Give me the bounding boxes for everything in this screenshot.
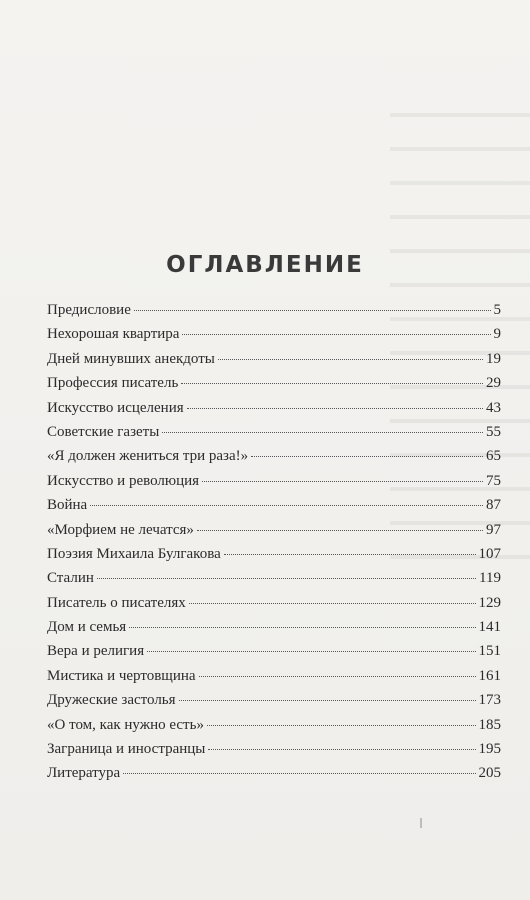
toc-dot-leader: [199, 676, 476, 677]
toc-entry-label: Предисловие: [47, 302, 131, 318]
toc-entry-page: 5: [493, 302, 501, 318]
toc-dot-leader: [189, 603, 476, 604]
toc-entry: [47, 322, 501, 346]
toc-entry: [47, 469, 501, 493]
toc-entry-label: Нехорошая квартира: [47, 326, 180, 343]
toc-entry: [47, 639, 501, 663]
toc-dot-leader: [97, 578, 476, 579]
toc-entry: [47, 591, 501, 615]
toc-entry: [47, 542, 501, 566]
toc-dot-leader: [224, 554, 476, 555]
toc-dot-leader: [162, 432, 483, 433]
toc-dot-leader: [123, 773, 475, 774]
toc-entry-page: 129: [478, 594, 501, 611]
toc-entry-label: Заграница и иностранцы: [47, 741, 206, 758]
toc-entry: [47, 444, 501, 468]
toc-dot-leader: [197, 530, 483, 531]
toc-dot-leader: [202, 481, 483, 482]
toc-entry-page: 87: [486, 497, 501, 514]
toc-dot-leader: [129, 627, 475, 628]
toc-entry: [47, 688, 501, 712]
toc-dot-leader: [147, 651, 475, 652]
toc-dot-leader: [251, 456, 483, 457]
toc-entry-label: Мистика и чертовщина: [47, 667, 196, 684]
toc-dot-leader: [90, 505, 483, 506]
toc-entry-page: 75: [486, 472, 501, 489]
toc-entry-page: 195: [478, 741, 501, 758]
toc-entry: [47, 713, 501, 737]
toc-entry: [47, 396, 501, 420]
toc-entry-page: 29: [486, 375, 501, 392]
toc-entry-page: 19: [486, 350, 501, 367]
table-of-contents: [47, 298, 501, 786]
toc-entry-label: Искусство исцеления: [47, 399, 184, 416]
toc-entry: [47, 298, 501, 322]
toc-entry-page: 141: [478, 619, 501, 636]
paper-mark: [420, 818, 422, 828]
toc-dot-leader: [207, 725, 476, 726]
toc-entry-label: Сталин: [47, 570, 94, 587]
toc-dot-leader: [179, 700, 476, 701]
toc-entry-label: «Морфием не лечатся»: [47, 521, 194, 538]
toc-entry-page: 107: [478, 545, 501, 562]
toc-entry-page: 9: [493, 326, 501, 343]
toc-dot-leader: [208, 749, 475, 750]
toc-dot-leader: [218, 359, 483, 360]
toc-entry-label: Дом и семья: [47, 619, 127, 636]
toc-entry: [47, 737, 501, 761]
toc-entry: [47, 347, 501, 371]
toc-entry-label: Искусство и революция: [47, 472, 200, 489]
toc-entry-page: 185: [478, 716, 501, 733]
toc-entry: [47, 664, 501, 688]
toc-entry: [47, 420, 501, 444]
toc-entry-page: 65: [486, 448, 501, 465]
toc-entry-page: 119: [479, 570, 501, 587]
toc-entry-page: 151: [478, 643, 501, 660]
toc-entry: [47, 371, 501, 395]
toc-dot-leader: [181, 383, 483, 384]
toc-entry-page: 161: [478, 667, 501, 684]
toc-entry-label: «Я должен жениться три раза!»: [47, 448, 249, 465]
toc-entry-label: Дней минувших анекдоты: [47, 350, 215, 367]
toc-entry-label: Профессия писатель: [47, 375, 179, 392]
toc-dot-leader: [187, 408, 483, 409]
toc-dot-leader: [134, 310, 491, 311]
toc-entry-label: Советские газеты: [47, 423, 160, 440]
toc-entry-label: Война: [47, 497, 88, 514]
toc-entry: [47, 518, 501, 542]
toc-entry-label: Литература: [47, 765, 121, 782]
toc-entry-page: 55: [486, 423, 501, 440]
toc-entry: [47, 615, 501, 639]
toc-entry-label: Дружеские застолья: [47, 692, 176, 709]
toc-entry: [47, 493, 501, 517]
toc-entry-page: 173: [478, 692, 501, 709]
toc-entry-page: 205: [478, 765, 501, 782]
toc-entry: [47, 566, 501, 590]
toc-entry-label: «О том, как нужно есть»: [47, 716, 204, 733]
toc-entry: [47, 761, 501, 785]
toc-entry-page: 43: [486, 399, 501, 416]
toc-entry-label: Вера и религия: [47, 643, 145, 660]
page-title: ОГЛАВЛЕНИЕ: [166, 252, 364, 279]
toc-entry-page: 97: [486, 521, 501, 538]
toc-entry-label: Писатель о писателях: [47, 594, 186, 611]
toc-entry-label: Поэзия Михаила Булгакова: [47, 545, 221, 562]
toc-dot-leader: [182, 334, 490, 335]
